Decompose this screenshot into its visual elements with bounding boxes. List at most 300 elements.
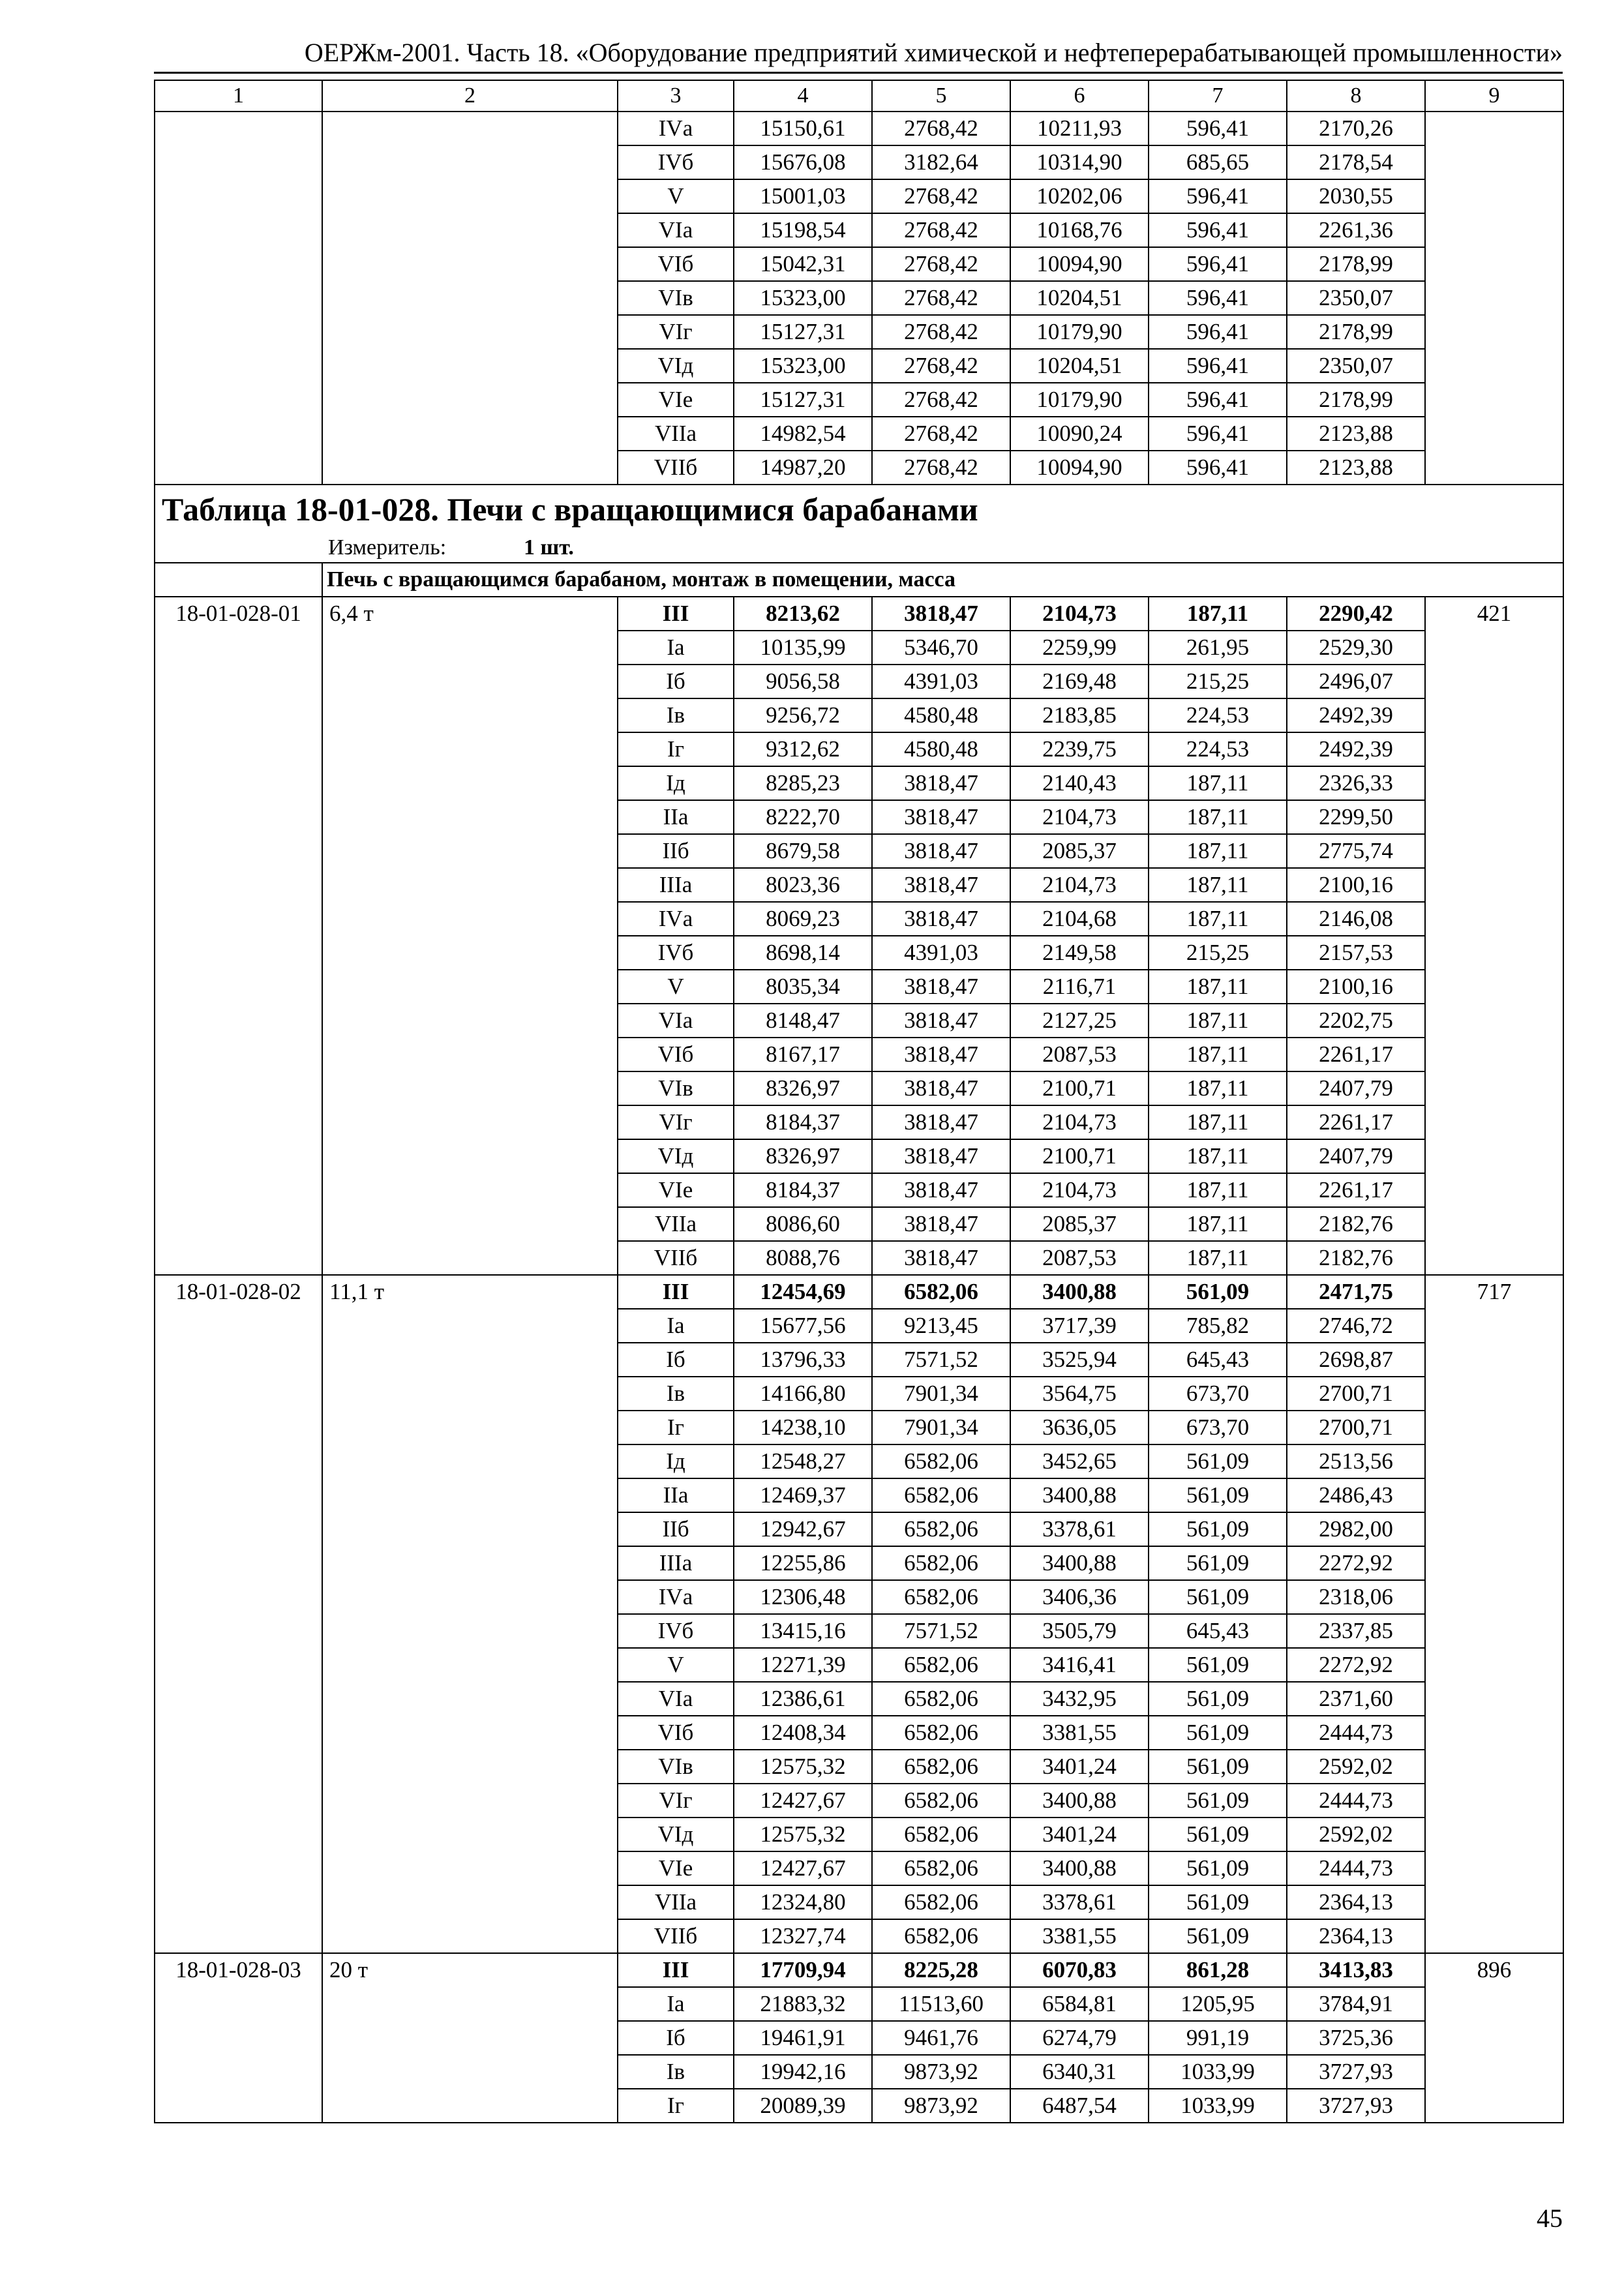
value-cell: 15150,61 <box>734 112 872 145</box>
value-cell: 2768,42 <box>872 112 1010 145</box>
value-cell: 2529,30 <box>1287 631 1425 665</box>
value-cell: 3727,93 <box>1287 2089 1425 2123</box>
value-cell: 8184,37 <box>734 1173 872 1207</box>
value-cell: 19942,16 <box>734 2055 872 2089</box>
value-cell: 2085,37 <box>1010 834 1149 868</box>
value-cell: 596,41 <box>1149 349 1287 383</box>
value-cell: 3818,47 <box>872 970 1010 1004</box>
value-cell: 4580,48 <box>872 732 1010 766</box>
value-cell: 14166,80 <box>734 1377 872 1411</box>
value-cell: 19461,91 <box>734 2021 872 2055</box>
value-cell: 4580,48 <box>872 698 1010 732</box>
page-number: 45 <box>1537 2204 1563 2233</box>
column-number: 7 <box>1149 80 1287 112</box>
value-cell: 6582,06 <box>872 1716 1010 1750</box>
value-cell: 3400,88 <box>1010 1478 1149 1512</box>
value-cell: 2030,55 <box>1287 179 1425 213</box>
value-cell: 187,11 <box>1149 1241 1287 1275</box>
value-cell: 673,70 <box>1149 1377 1287 1411</box>
value-cell: 8184,37 <box>734 1105 872 1139</box>
value-cell: 21883,32 <box>734 1987 872 2021</box>
value-cell: 6582,06 <box>872 1580 1010 1614</box>
zone-cell: VIIа <box>618 1207 734 1241</box>
column-number: 9 <box>1425 80 1563 112</box>
value-cell: 10094,90 <box>1010 451 1149 485</box>
value-cell: 15676,08 <box>734 145 872 179</box>
value-cell: 7901,34 <box>872 1377 1010 1411</box>
value-cell: 2326,33 <box>1287 766 1425 800</box>
value-cell: 2775,74 <box>1287 834 1425 868</box>
value-cell: 3400,88 <box>1010 1275 1149 1309</box>
value-cell: 2261,17 <box>1287 1173 1425 1207</box>
value-cell: 15198,54 <box>734 213 872 247</box>
column-number: 2 <box>322 80 618 112</box>
value-cell: 3182,64 <box>872 145 1010 179</box>
table-row <box>155 597 1563 631</box>
value-cell: 6582,06 <box>872 1444 1010 1478</box>
value-cell: 15323,00 <box>734 281 872 315</box>
value-cell: 2178,99 <box>1287 383 1425 417</box>
value-cell: 215,25 <box>1149 936 1287 970</box>
value-cell: 2492,39 <box>1287 732 1425 766</box>
value-cell: 3818,47 <box>872 1207 1010 1241</box>
value-cell: 10204,51 <box>1010 349 1149 383</box>
value-cell: 785,82 <box>1149 1309 1287 1343</box>
value-cell: 3818,47 <box>872 902 1010 936</box>
value-cell: 2104,73 <box>1010 597 1149 631</box>
table-row <box>155 1953 1563 1987</box>
zone-cell: IVа <box>618 1580 734 1614</box>
column-number: 4 <box>734 80 872 112</box>
value-cell: 215,25 <box>1149 665 1287 698</box>
value-cell: 596,41 <box>1149 213 1287 247</box>
value-cell: 9256,72 <box>734 698 872 732</box>
value-cell: 3727,93 <box>1287 2055 1425 2089</box>
value-cell: 2407,79 <box>1287 1139 1425 1173</box>
zone-cell: Iд <box>618 766 734 800</box>
value-cell: 3406,36 <box>1010 1580 1149 1614</box>
value-cell: 3725,36 <box>1287 2021 1425 2055</box>
zone-cell: Iв <box>618 1377 734 1411</box>
value-cell: 561,09 <box>1149 1275 1287 1309</box>
zone-cell: VIа <box>618 1682 734 1716</box>
value-cell: 561,09 <box>1149 1648 1287 1682</box>
value-cell: 8086,60 <box>734 1207 872 1241</box>
value-cell: 561,09 <box>1149 1784 1287 1818</box>
value-cell: 187,11 <box>1149 597 1287 631</box>
value-cell: 3818,47 <box>872 1105 1010 1139</box>
value-cell: 645,43 <box>1149 1343 1287 1377</box>
value-cell: 2123,88 <box>1287 451 1425 485</box>
value-cell: 12271,39 <box>734 1648 872 1682</box>
value-cell: 10168,76 <box>1010 213 1149 247</box>
value-cell: 2768,42 <box>872 247 1010 281</box>
value-cell: 9056,58 <box>734 665 872 698</box>
measure-cell <box>155 533 1563 563</box>
code-cell-empty <box>155 112 322 485</box>
value-cell: 12324,80 <box>734 1885 872 1919</box>
value-cell: 8222,70 <box>734 800 872 834</box>
value-cell: 14982,54 <box>734 417 872 451</box>
value-cell: 2100,16 <box>1287 868 1425 902</box>
value-cell: 6582,06 <box>872 1682 1010 1716</box>
value-cell: 3401,24 <box>1010 1818 1149 1851</box>
zone-cell: VIд <box>618 1139 734 1173</box>
value-cell: 187,11 <box>1149 1207 1287 1241</box>
value-cell: 3432,95 <box>1010 1682 1149 1716</box>
value-cell: 8069,23 <box>734 902 872 936</box>
value-cell: 10135,99 <box>734 631 872 665</box>
value-cell: 2492,39 <box>1287 698 1425 732</box>
value-cell: 187,11 <box>1149 970 1287 1004</box>
value-cell: 14238,10 <box>734 1411 872 1444</box>
zone-cell: IIб <box>618 834 734 868</box>
value-cell: 7571,52 <box>872 1343 1010 1377</box>
value-cell: 991,19 <box>1149 2021 1287 2055</box>
zone-cell: IVб <box>618 936 734 970</box>
value-cell: 9873,92 <box>872 2055 1010 2089</box>
value-cell: 861,28 <box>1149 1953 1287 1987</box>
value-cell: 10179,90 <box>1010 383 1149 417</box>
zone-cell: V <box>618 970 734 1004</box>
value-cell: 2183,85 <box>1010 698 1149 732</box>
value-cell: 2178,99 <box>1287 315 1425 349</box>
item-col9: 896 <box>1425 1953 1563 2123</box>
measure-row <box>155 533 1563 563</box>
value-cell: 8167,17 <box>734 1038 872 1071</box>
value-cell: 3636,05 <box>1010 1411 1149 1444</box>
value-cell: 6274,79 <box>1010 2021 1149 2055</box>
value-cell: 2768,42 <box>872 451 1010 485</box>
value-cell: 8285,23 <box>734 766 872 800</box>
value-cell: 6070,83 <box>1010 1953 1149 1987</box>
value-cell: 12427,67 <box>734 1851 872 1885</box>
value-cell: 14987,20 <box>734 451 872 485</box>
value-cell: 2350,07 <box>1287 349 1425 383</box>
value-cell: 561,09 <box>1149 1716 1287 1750</box>
value-cell: 3525,94 <box>1010 1343 1149 1377</box>
value-cell: 2746,72 <box>1287 1309 1425 1343</box>
value-cell: 2768,42 <box>872 179 1010 213</box>
zone-cell: IIа <box>618 1478 734 1512</box>
value-cell: 9461,76 <box>872 2021 1010 2055</box>
value-cell: 3818,47 <box>872 766 1010 800</box>
zone-cell: Iа <box>618 631 734 665</box>
value-cell: 12327,74 <box>734 1919 872 1953</box>
value-cell: 1033,99 <box>1149 2089 1287 2123</box>
value-cell: 3818,47 <box>872 1173 1010 1207</box>
value-cell: 187,11 <box>1149 1004 1287 1038</box>
value-cell: 673,70 <box>1149 1411 1287 1444</box>
zone-cell: VIг <box>618 1105 734 1139</box>
value-cell: 224,53 <box>1149 732 1287 766</box>
value-cell: 8148,47 <box>734 1004 872 1038</box>
value-cell: 1033,99 <box>1149 2055 1287 2089</box>
value-cell: 8698,14 <box>734 936 872 970</box>
zone-cell: VIIа <box>618 417 734 451</box>
value-cell: 2982,00 <box>1287 1512 1425 1546</box>
value-cell: 15001,03 <box>734 179 872 213</box>
value-cell: 2318,06 <box>1287 1580 1425 1614</box>
value-cell: 2272,92 <box>1287 1648 1425 1682</box>
value-cell: 224,53 <box>1149 698 1287 732</box>
table-title-row <box>155 485 1563 533</box>
value-cell: 12255,86 <box>734 1546 872 1580</box>
value-cell: 2116,71 <box>1010 970 1149 1004</box>
value-cell: 7571,52 <box>872 1614 1010 1648</box>
value-cell: 561,09 <box>1149 1682 1287 1716</box>
value-cell: 6582,06 <box>872 1851 1010 1885</box>
value-cell: 2768,42 <box>872 213 1010 247</box>
value-cell: 2337,85 <box>1287 1614 1425 1648</box>
zone-cell: VIв <box>618 281 734 315</box>
value-cell: 6340,31 <box>1010 2055 1149 2089</box>
value-cell: 187,11 <box>1149 1071 1287 1105</box>
value-cell: 2182,76 <box>1287 1207 1425 1241</box>
value-cell: 11513,60 <box>872 1987 1010 2021</box>
zone-cell: IVб <box>618 145 734 179</box>
item-mass: 6,4 т <box>322 597 618 1275</box>
value-cell: 596,41 <box>1149 451 1287 485</box>
zone-cell: Iб <box>618 2021 734 2055</box>
zone-cell: V <box>618 179 734 213</box>
value-cell: 3452,65 <box>1010 1444 1149 1478</box>
value-cell: 2698,87 <box>1287 1343 1425 1377</box>
value-cell: 10094,90 <box>1010 247 1149 281</box>
value-cell: 2261,17 <box>1287 1038 1425 1071</box>
value-cell: 2104,73 <box>1010 1105 1149 1139</box>
value-cell: 2202,75 <box>1287 1004 1425 1038</box>
zone-cell: VIе <box>618 383 734 417</box>
value-cell: 10211,93 <box>1010 112 1149 145</box>
value-cell: 187,11 <box>1149 1139 1287 1173</box>
value-cell: 561,09 <box>1149 1546 1287 1580</box>
value-cell: 8326,97 <box>734 1071 872 1105</box>
value-cell: 2123,88 <box>1287 417 1425 451</box>
value-cell: 2157,53 <box>1287 936 1425 970</box>
zone-cell: VIIб <box>618 1241 734 1275</box>
value-cell: 3381,55 <box>1010 1716 1149 1750</box>
value-cell: 3400,88 <box>1010 1851 1149 1885</box>
zone-cell: IIIа <box>618 1546 734 1580</box>
value-cell: 8035,34 <box>734 970 872 1004</box>
value-cell: 8088,76 <box>734 1241 872 1275</box>
table-row <box>155 112 1563 145</box>
value-cell: 2768,42 <box>872 349 1010 383</box>
value-cell: 3416,41 <box>1010 1648 1149 1682</box>
zone-cell: VIб <box>618 247 734 281</box>
value-cell: 6582,06 <box>872 1275 1010 1309</box>
zone-cell: VIд <box>618 349 734 383</box>
value-cell: 8326,97 <box>734 1139 872 1173</box>
value-cell: 187,11 <box>1149 766 1287 800</box>
value-cell: 2407,79 <box>1287 1071 1425 1105</box>
value-cell: 12386,61 <box>734 1682 872 1716</box>
zone-cell: VIг <box>618 1784 734 1818</box>
value-cell: 13415,16 <box>734 1614 872 1648</box>
value-cell: 3401,24 <box>1010 1750 1149 1784</box>
value-cell: 2371,60 <box>1287 1682 1425 1716</box>
value-cell: 2768,42 <box>872 315 1010 349</box>
zone-cell: VIIа <box>618 1885 734 1919</box>
zone-cell: VIд <box>618 1818 734 1851</box>
value-cell: 2104,73 <box>1010 868 1149 902</box>
value-cell: 6487,54 <box>1010 2089 1149 2123</box>
column-number: 5 <box>872 80 1010 112</box>
zone-cell: Iд <box>618 1444 734 1478</box>
value-cell: 2100,16 <box>1287 970 1425 1004</box>
value-cell: 3818,47 <box>872 1139 1010 1173</box>
column-number: 3 <box>618 80 734 112</box>
value-cell: 685,65 <box>1149 145 1287 179</box>
value-cell: 3818,47 <box>872 597 1010 631</box>
running-header: ОЕРЖм-2001. Часть 18. «Оборудование предприятий химической и нефтеперерабатывающей промышленности» <box>154 37 1563 74</box>
value-cell: 3381,55 <box>1010 1919 1149 1953</box>
value-cell: 645,43 <box>1149 1614 1287 1648</box>
value-cell: 2513,56 <box>1287 1444 1425 1478</box>
value-cell: 2496,07 <box>1287 665 1425 698</box>
zone-cell: III <box>618 597 734 631</box>
value-cell: 6582,06 <box>872 1546 1010 1580</box>
value-cell: 3818,47 <box>872 834 1010 868</box>
value-cell: 2486,43 <box>1287 1478 1425 1512</box>
zone-cell: VIа <box>618 213 734 247</box>
value-cell: 596,41 <box>1149 281 1287 315</box>
value-cell: 2146,08 <box>1287 902 1425 936</box>
value-cell: 6582,06 <box>872 1919 1010 1953</box>
value-cell: 6582,06 <box>872 1478 1010 1512</box>
value-cell: 7901,34 <box>872 1411 1010 1444</box>
value-cell: 12408,34 <box>734 1716 872 1750</box>
value-cell: 3413,83 <box>1287 1953 1425 1987</box>
value-cell: 561,09 <box>1149 1444 1287 1478</box>
value-cell: 20089,39 <box>734 2089 872 2123</box>
value-cell: 2085,37 <box>1010 1207 1149 1241</box>
value-cell: 10202,06 <box>1010 179 1149 213</box>
value-cell: 2100,71 <box>1010 1071 1149 1105</box>
zone-cell: Iа <box>618 1987 734 2021</box>
value-cell: 2261,17 <box>1287 1105 1425 1139</box>
value-cell: 3818,47 <box>872 800 1010 834</box>
value-cell: 12306,48 <box>734 1580 872 1614</box>
value-cell: 2700,71 <box>1287 1377 1425 1411</box>
value-cell: 10179,90 <box>1010 315 1149 349</box>
item-code: 18-01-028-02 <box>155 1275 322 1953</box>
value-cell: 561,09 <box>1149 1919 1287 1953</box>
column-number: 8 <box>1287 80 1425 112</box>
zone-cell: V <box>618 1648 734 1682</box>
measure-value: 1 шт. <box>524 535 574 560</box>
value-cell: 8213,62 <box>734 597 872 631</box>
value-cell: 2178,54 <box>1287 145 1425 179</box>
value-cell: 261,95 <box>1149 631 1287 665</box>
value-cell: 561,09 <box>1149 1750 1287 1784</box>
value-cell: 3378,61 <box>1010 1885 1149 1919</box>
value-cell: 2140,43 <box>1010 766 1149 800</box>
value-cell: 6582,06 <box>872 1885 1010 1919</box>
value-cell: 2768,42 <box>872 281 1010 315</box>
price-table <box>154 80 1564 2123</box>
value-cell: 2444,73 <box>1287 1784 1425 1818</box>
zone-cell: Iг <box>618 732 734 766</box>
value-cell: 2444,73 <box>1287 1851 1425 1885</box>
value-cell: 3818,47 <box>872 1004 1010 1038</box>
value-cell: 6584,81 <box>1010 1987 1149 2021</box>
value-cell: 2471,75 <box>1287 1275 1425 1309</box>
value-cell: 3400,88 <box>1010 1546 1149 1580</box>
value-cell: 596,41 <box>1149 179 1287 213</box>
zone-cell: Iб <box>618 1343 734 1377</box>
item-code: 18-01-028-01 <box>155 597 322 1275</box>
value-cell: 3400,88 <box>1010 1784 1149 1818</box>
zone-cell: Iв <box>618 698 734 732</box>
measure-label: Измеритель: <box>328 535 447 560</box>
value-cell: 9873,92 <box>872 2089 1010 2123</box>
value-cell: 3784,91 <box>1287 1987 1425 2021</box>
zone-cell: III <box>618 1953 734 1987</box>
value-cell: 2272,92 <box>1287 1546 1425 1580</box>
value-cell: 12942,67 <box>734 1512 872 1546</box>
group-title: Печь с вращающимся барабаном, монтаж в помещении, масса <box>322 563 1563 597</box>
group-title-row <box>155 563 1563 597</box>
col9-cell-empty <box>1425 112 1563 485</box>
table-title: Таблица 18-01-028. Печи с вращающимися барабанами <box>155 485 1563 533</box>
value-cell: 2127,25 <box>1010 1004 1149 1038</box>
value-cell: 15127,31 <box>734 383 872 417</box>
value-cell: 2768,42 <box>872 417 1010 451</box>
value-cell: 596,41 <box>1149 417 1287 451</box>
value-cell: 8225,28 <box>872 1953 1010 1987</box>
value-cell: 4391,03 <box>872 665 1010 698</box>
zone-cell: VIIб <box>618 1919 734 1953</box>
zone-cell: IIб <box>618 1512 734 1546</box>
value-cell: 3818,47 <box>872 868 1010 902</box>
value-cell: 2104,68 <box>1010 902 1149 936</box>
table-row <box>155 1275 1563 1309</box>
value-cell: 561,09 <box>1149 1512 1287 1546</box>
value-cell: 2182,76 <box>1287 1241 1425 1275</box>
zone-cell: VIб <box>618 1038 734 1071</box>
value-cell: 15677,56 <box>734 1309 872 1343</box>
value-cell: 12575,32 <box>734 1750 872 1784</box>
zone-cell: Iг <box>618 1411 734 1444</box>
item-code: 18-01-028-03 <box>155 1953 322 2123</box>
value-cell: 596,41 <box>1149 247 1287 281</box>
zone-cell: VIа <box>618 1004 734 1038</box>
value-cell: 3717,39 <box>1010 1309 1149 1343</box>
value-cell: 8679,58 <box>734 834 872 868</box>
value-cell: 187,11 <box>1149 902 1287 936</box>
mass-cell-empty <box>322 112 618 485</box>
zone-cell: VIе <box>618 1173 734 1207</box>
zone-cell: Iг <box>618 2089 734 2123</box>
zone-cell: IVб <box>618 1614 734 1648</box>
value-cell: 187,11 <box>1149 1038 1287 1071</box>
zone-cell: VIIб <box>618 451 734 485</box>
zone-cell: VIе <box>618 1851 734 1885</box>
zone-cell: IVа <box>618 902 734 936</box>
value-cell: 12469,37 <box>734 1478 872 1512</box>
value-cell: 2100,71 <box>1010 1139 1149 1173</box>
value-cell: 2592,02 <box>1287 1818 1425 1851</box>
value-cell: 3505,79 <box>1010 1614 1149 1648</box>
value-cell: 596,41 <box>1149 315 1287 349</box>
value-cell: 12575,32 <box>734 1818 872 1851</box>
zone-cell: Iа <box>618 1309 734 1343</box>
value-cell: 2239,75 <box>1010 732 1149 766</box>
value-cell: 15323,00 <box>734 349 872 383</box>
value-cell: 9213,45 <box>872 1309 1010 1343</box>
